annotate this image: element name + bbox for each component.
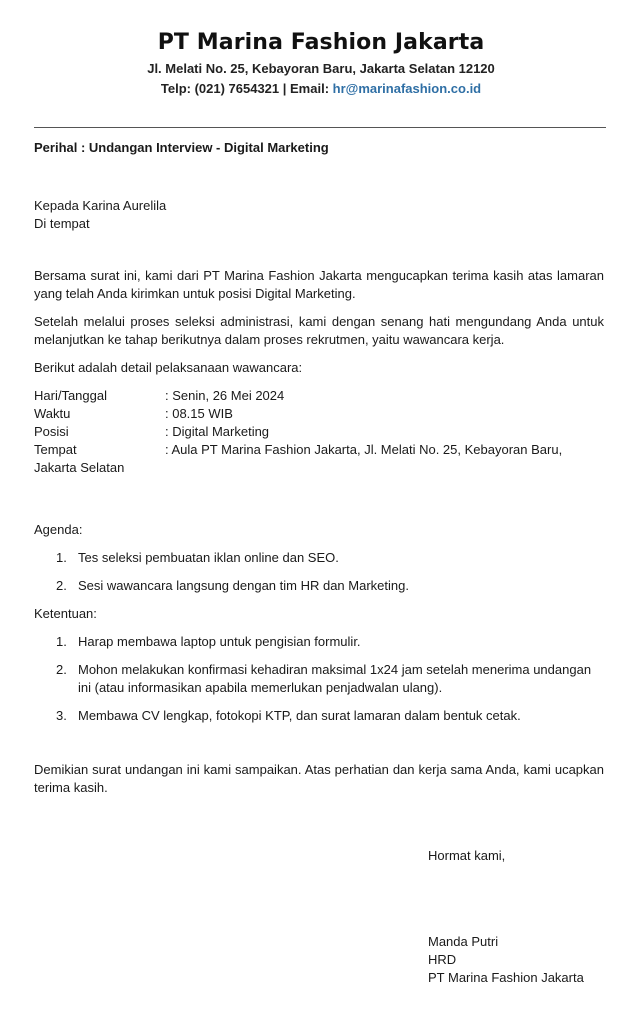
- agenda-list: [34, 549, 604, 595]
- list-number: 2.: [56, 662, 67, 677]
- closing-greeting: [428, 847, 505, 865]
- detail-row-position: [34, 423, 604, 441]
- detail-label: Tempat: [34, 442, 77, 457]
- signature-block: [428, 933, 584, 987]
- detail-label: Hari/Tanggal: [34, 388, 107, 403]
- contact-email-link[interactable]: hr@marinafashion.co.id: [332, 81, 482, 96]
- detail-value: : Senin, 26 Mei 2024: [165, 388, 285, 403]
- ketentuan-title: Ketentuan:: [34, 606, 97, 621]
- ketentuan-list: [34, 633, 604, 725]
- letter-subject: Perihal : Undangan Interview - Digital Marketing: [34, 140, 329, 155]
- list-number: 2.: [56, 578, 67, 593]
- signer-company: PT Marina Fashion Jakarta: [428, 970, 584, 985]
- detail-row-place: [34, 441, 604, 459]
- company-contact: [0, 81, 642, 96]
- list-text: Mohon melakukan konfirmasi kehadiran maksimal 1x24 jam setelah menerima undangan ini (atau informasikan apabila memerlukan penjadwalan ulang).: [78, 662, 592, 695]
- list-number: 1.: [56, 550, 67, 565]
- contact-phone: Telp: (021) 7654321 | Email:: [160, 81, 333, 96]
- detail-row-place-cont: [34, 459, 604, 477]
- detail-label: Waktu: [34, 406, 71, 421]
- company-address: Jl. Melati No. 25, Kebayoran Baru, Jakarta Selatan 12120: [147, 61, 495, 76]
- list-item: [34, 661, 604, 697]
- closing-paragraph: Demikian surat undangan ini kami sampaikan. Atas perhatian dan kerja sama Anda, kami ucapkan terima kasih.: [34, 762, 604, 795]
- greeting-text: Hormat kami,: [428, 848, 506, 863]
- signer-name: Manda Putri: [428, 934, 499, 949]
- paragraph-details-intro: Berikut adalah detail pelaksanaan wawancara:: [34, 360, 303, 375]
- detail-label: Posisi: [34, 424, 69, 439]
- agenda-title: Agenda:: [34, 522, 83, 537]
- list-text: Membawa CV lengkap, fotokopi KTP, dan surat lamaran dalam bentuk cetak.: [78, 708, 521, 723]
- paragraph-invitation: Setelah melalui proses seleksi administrasi, kami dengan senang hati mengundang Anda untuk melanjutkan ke tahap berikutnya dalam proses rekrutmen, yaitu wawancara kerja.: [34, 314, 604, 347]
- list-item: [34, 633, 604, 651]
- detail-row-time: [34, 405, 604, 423]
- list-number: 3.: [56, 708, 67, 723]
- header-divider: [34, 127, 606, 128]
- paragraph-opening: Bersama surat ini, kami dari PT Marina Fashion Jakarta mengucapkan terima kasih atas lamaran yang telah Anda kirimkan untuk posisi Digital Marketing.: [34, 268, 604, 301]
- list-text: Tes seleksi pembuatan iklan online dan SEO.: [78, 550, 339, 565]
- list-item: [34, 577, 604, 595]
- recipient-location: Di tempat: [34, 216, 90, 231]
- detail-row-date: [34, 387, 604, 405]
- list-text: Harap membawa laptop untuk pengisian formulir.: [78, 634, 361, 649]
- company-name: PT Marina Fashion Jakarta: [157, 30, 485, 55]
- list-number: 1.: [56, 634, 67, 649]
- detail-value: : Digital Marketing: [165, 424, 270, 439]
- letterhead: [0, 30, 642, 96]
- list-item: [34, 549, 604, 567]
- detail-value: : Aula PT Marina Fashion Jakarta, Jl. Melati No. 25, Kebayoran Baru,: [165, 442, 563, 457]
- letter-body: [34, 197, 604, 797]
- list-text: Sesi wawancara langsung dengan tim HR dan Marketing.: [78, 578, 409, 593]
- detail-value: : 08.15 WIB: [165, 406, 233, 421]
- list-item: [34, 707, 604, 725]
- interview-details: [34, 387, 604, 477]
- detail-value-continued: Jakarta Selatan: [34, 460, 125, 475]
- recipient-block: [34, 197, 604, 233]
- recipient-name: Kepada Karina Aurelila: [34, 198, 167, 213]
- signer-role: HRD: [428, 952, 457, 967]
